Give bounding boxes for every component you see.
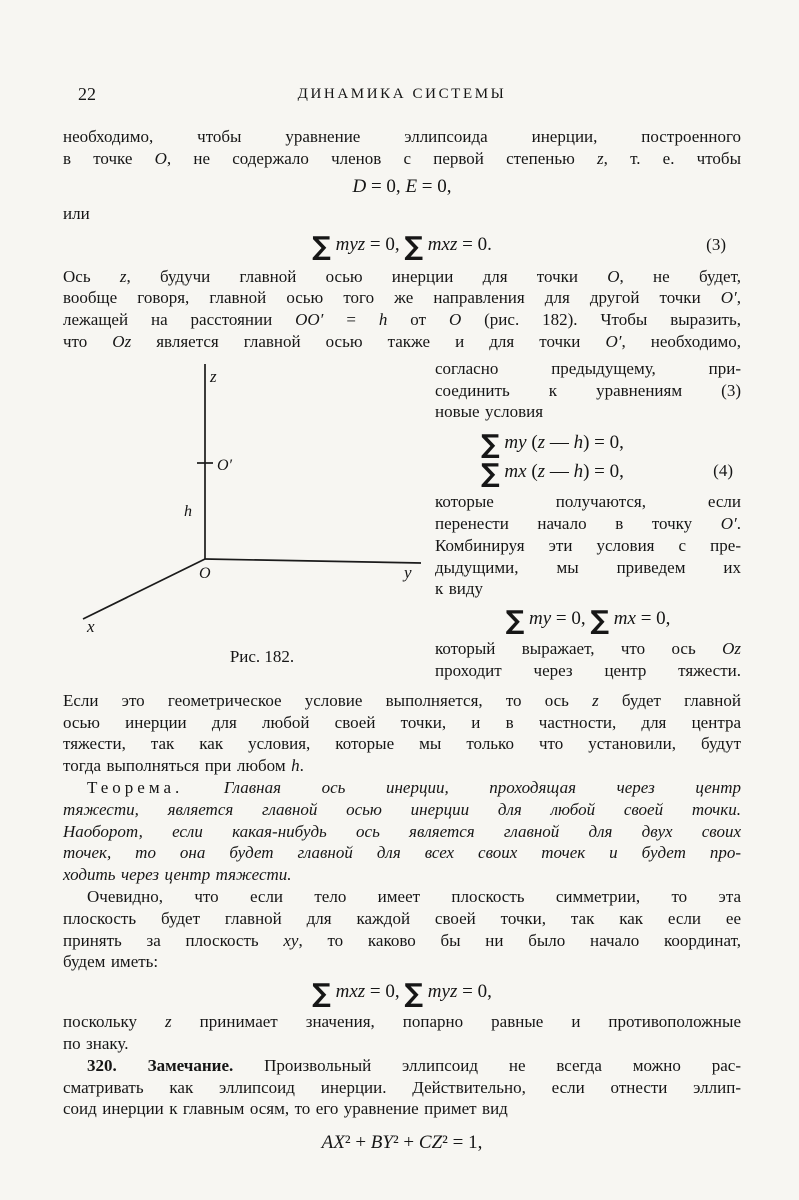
text-segment: E	[405, 175, 418, 197]
x-axis-line	[83, 559, 205, 619]
text-segment: z	[165, 1012, 172, 1032]
paragraph-join	[435, 358, 741, 423]
text-segment: my	[499, 432, 527, 454]
text-segment: mx	[609, 608, 636, 630]
text-line: вообще говоря, главной осью того же направления для другой точки O′,	[63, 288, 741, 308]
text-line: тогда выполняться при любом h.	[63, 756, 304, 776]
text-line: в точке O, не содержало членов с первой степенью z, т. е. чтобы	[63, 148, 741, 168]
text-segment: точек, то она будет главной для всех своих точек и будет про-	[63, 843, 741, 863]
equation-3	[63, 229, 741, 261]
text-line	[63, 799, 741, 821]
equation-de: D = 0, E = 0,	[352, 175, 452, 197]
text-segment: Наоборот, если какая-нибудь ось является главной для двух своих	[63, 821, 741, 841]
paragraph-expresses	[435, 638, 741, 682]
text-segment: myz	[423, 981, 458, 1003]
text-segment: O	[448, 310, 462, 330]
text-segment: CZ	[418, 1132, 443, 1154]
text-line: согласно предыдущему, при-	[435, 358, 741, 378]
text-line: новые условия	[435, 402, 544, 422]
text-line: сматривать как эллипсоид инерции. Действительно, если отнести эллип-	[63, 1077, 741, 1097]
text-segment: D	[352, 175, 367, 197]
paragraph-condition	[63, 690, 741, 777]
text-segment: z	[537, 461, 546, 483]
text-segment: AX	[321, 1132, 345, 1154]
page-content	[63, 0, 741, 1159]
text-segment: myz	[330, 233, 366, 255]
text-line: будем иметь:	[63, 952, 159, 972]
paragraph-remark	[63, 1055, 741, 1120]
text-line: которые получаются, если	[435, 492, 741, 512]
figure-section	[63, 358, 741, 682]
text-line: который выражает, что ось Oz	[435, 639, 741, 659]
text-line: Очевидно, что если тело имеет плоскость симметрии, то эта	[87, 886, 741, 906]
text-line: соединить к уравнениям (3)	[435, 380, 741, 400]
text-line: по знаку.	[63, 1033, 129, 1053]
text-segment: h	[378, 310, 388, 330]
text-segment: OO′	[295, 310, 324, 330]
label-origin: O	[199, 564, 211, 582]
figure-182	[63, 358, 435, 682]
text-segment: O′	[605, 331, 622, 351]
text-segment: Теорема.	[87, 777, 184, 797]
equation-number-3: (3)	[706, 234, 726, 254]
text-segment: Oz	[722, 639, 741, 659]
paragraph-intro	[63, 126, 741, 170]
text-line: Если это геометрическое условие выполняется, то ось z будет главной	[63, 690, 741, 710]
text-segment: O	[154, 148, 167, 168]
text-segment: z	[119, 266, 127, 286]
page-header	[63, 0, 741, 108]
equation-3-body: ∑ myz = 0, ∑ mxz = 0.	[312, 231, 492, 262]
text-line: дыдущими, мы приведем их	[435, 557, 741, 577]
text-segment: ходить через центр тяжести.	[63, 865, 292, 885]
text-segment: ∑	[312, 231, 331, 262]
page-number: 22	[78, 84, 96, 104]
text-line: Комбинируя эти условия с пре-	[435, 535, 741, 555]
text-segment: z	[537, 432, 546, 454]
label-x: x	[87, 616, 95, 636]
text-segment: mxz	[330, 981, 366, 1003]
figure-caption: Рис. 182.	[229, 646, 295, 666]
paragraph-combine	[435, 491, 741, 600]
text-segment: O′	[720, 513, 737, 533]
connector-or: или	[63, 203, 90, 223]
text-segment: xy	[283, 930, 299, 950]
text-segment: ∑	[481, 459, 500, 490]
text-line: Ось z, будучи главной осью инерции для точки O, не будет,	[63, 266, 741, 286]
text-line: соид инерции к главным осям, то его уравнение примет вид	[63, 1099, 508, 1119]
text-segment: mx	[499, 461, 527, 483]
paragraph-symmetry	[63, 886, 741, 973]
text-segment: BY	[370, 1132, 393, 1154]
equation-6: ∑ mxz = 0, ∑ myz = 0,	[312, 979, 492, 1010]
equation-7: AX² + BY² + CZ² = 1,	[321, 1132, 483, 1154]
text-segment: Главная ось инерции, проходящая через центр	[223, 777, 741, 797]
text-segment: z	[597, 148, 604, 168]
text-line: проходит через центр тяжести.	[435, 660, 741, 680]
text-segment: 320. Замечание.	[87, 1055, 234, 1075]
text-line: лежащей на расстоянии OO′ = h от O (рис. 182). Чтобы выразить,	[63, 310, 741, 330]
text-segment: ∑	[404, 979, 424, 1010]
text-segment: O	[607, 266, 620, 286]
text-segment: ∑	[404, 231, 424, 262]
y-axis-line	[205, 559, 421, 563]
paragraph-axis	[63, 266, 741, 353]
label-z: z	[210, 366, 217, 386]
text-segment: ∑	[590, 606, 610, 637]
text-line: поскольку z принимает значения, попарно равные и противоположные	[63, 1012, 741, 1032]
text-segment: h	[291, 756, 300, 776]
text-segment: Oz	[112, 331, 132, 351]
equation-4	[435, 428, 741, 490]
right-column	[435, 358, 741, 682]
text-line: тяжести, так как условия, которые мы только что установили, будут	[63, 734, 741, 754]
running-title: ДИНАМИКА СИСТЕМЫ	[297, 86, 507, 102]
text-line: перенести начало в точку O′.	[435, 513, 741, 533]
text-line: принять за плоскость xy, то каково бы ни было начало координат,	[63, 930, 741, 950]
equation-4-line1: ∑ my (z — h) = 0,	[481, 430, 624, 461]
text-segment: ∑	[505, 606, 525, 637]
text-line	[63, 864, 741, 886]
paragraph-since	[63, 1011, 741, 1055]
text-segment: my	[524, 608, 552, 630]
text-line: необходимо, чтобы уравнение эллипсоида инерции, построенного	[63, 127, 741, 146]
text-line: 320. Замечание. Произвольный эллипсоид не всегда можно рас-	[87, 1055, 741, 1075]
text-segment: h	[573, 432, 584, 454]
equation-number-4: (4)	[713, 461, 733, 481]
text-line: плоскость будет главной для каждой своей точки, так как если ее	[63, 908, 741, 928]
label-y: y	[404, 562, 412, 582]
equation-4-line2: ∑ mx (z — h) = 0,	[481, 459, 624, 490]
text-line	[63, 777, 741, 799]
label-h: h	[184, 502, 192, 520]
label-o-prime: O′	[217, 456, 233, 474]
text-line: осью инерции для любой своей точки, и в частности, для центра	[63, 712, 741, 732]
paragraph-theorem	[63, 777, 741, 886]
equation-5: ∑ my = 0, ∑ mx = 0,	[505, 606, 671, 637]
text-segment: тяжести, является главной осью инерции для любой своей точки.	[63, 799, 741, 819]
text-segment: z	[592, 690, 599, 710]
text-segment: ∑	[481, 430, 500, 461]
text-segment: mxz	[423, 233, 458, 255]
text-line: что Oz является главной осью также и для точки O′, необходимо,	[63, 331, 741, 351]
text-line: к виду	[435, 579, 483, 599]
text-line	[63, 821, 741, 843]
text-line	[63, 842, 741, 864]
text-segment: h	[573, 461, 584, 483]
figure-182-drawing	[63, 358, 435, 636]
text-segment: O′	[720, 288, 737, 308]
text-segment: ∑	[312, 979, 331, 1010]
